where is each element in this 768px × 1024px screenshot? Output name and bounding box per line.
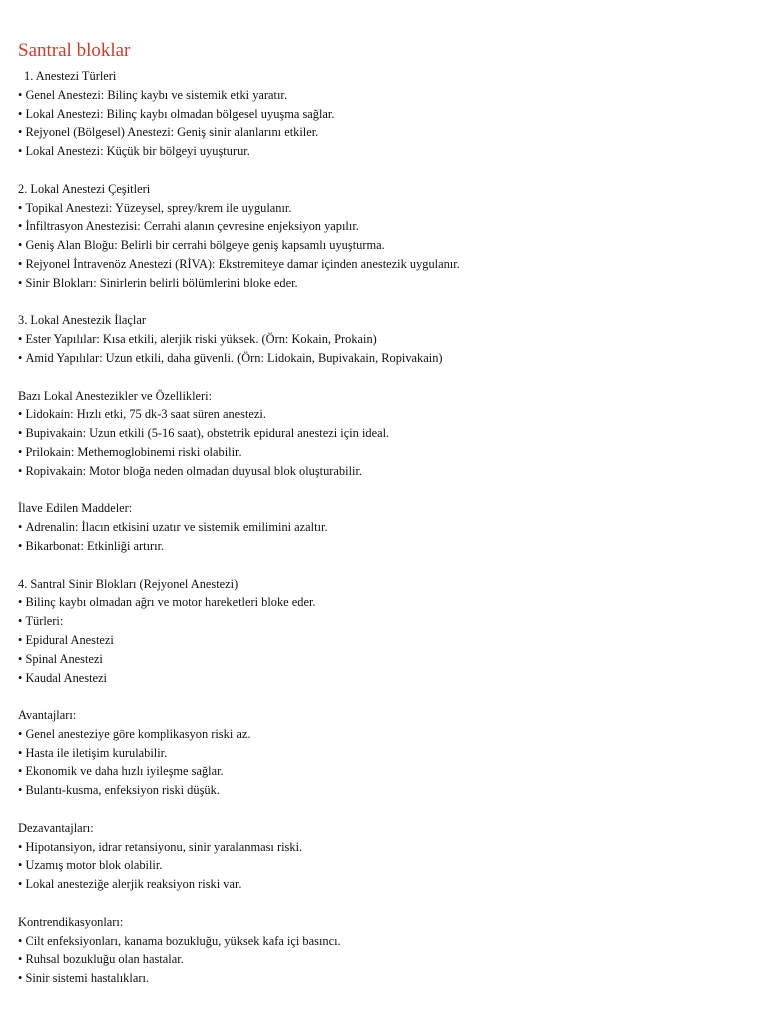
section-heading: Bazı Lokal Anestezikler ve Özellikleri: (18, 388, 213, 403)
bullet-item: • Ester Yapılılar: Kısa etkili, alerjik riski yüksek. (Örn: Kokain, Prokain) (18, 330, 748, 349)
bullet-item: • Cilt enfeksiyonları, kanama bozukluğu, yüksek kafa içi basıncı. (18, 932, 748, 951)
bullet-item: • Topikal Anestezi: Yüzeysel, sprey/krem ile uygulanır. (18, 199, 748, 218)
section-heading: 1. Anestezi Türleri (24, 69, 117, 83)
bullet-item: • Kaudal Anestezi (18, 669, 748, 688)
section (18, 499, 748, 555)
section-heading: Kontrendikasyonları: (18, 914, 124, 929)
section (18, 913, 748, 988)
bullet-item: • Bilinç kaybı olmadan ağrı ve motor hareketleri bloke eder. (18, 593, 748, 612)
section (18, 819, 748, 894)
bullet-item: • Lidokain: Hızlı etki, 75 dk-3 saat süren anestezi. (18, 405, 748, 424)
section-heading: 3. Lokal Anestezik İlaçlar (18, 313, 146, 328)
bullet-item: • Ruhsal bozukluğu olan hastalar. (18, 950, 748, 969)
section (18, 67, 748, 161)
bullet-item: • Adrenalin: İlacın etkisini uzatır ve sistemik emilimini azaltır. (18, 518, 748, 537)
bullet-item: • Bikarbonat: Etkinliği artırır. (18, 537, 748, 556)
bullet-item: • Genel Anestezi: Bilinç kaybı ve sistemik etki yaratır. (18, 86, 748, 105)
bullet-item: • Lokal Anestezi: Bilinç kaybı olmadan bölgesel uyuşma sağlar. (18, 105, 748, 124)
section-heading: 4. Santral Sinir Blokları (Rejyonel Anestezi) (18, 576, 239, 591)
section-heading: İlave Edilen Maddeler: (18, 501, 133, 516)
section (18, 706, 748, 800)
bullet-item: • İnfiltrasyon Anestezisi: Cerrahi alanın çevresine enjeksiyon yapılır. (18, 217, 748, 236)
bullet-item: • Bupivakain: Uzun etkili (5-16 saat), obstetrik epidural anestezi için ideal. (18, 424, 748, 443)
section (18, 575, 748, 688)
bullet-item: • Hipotansiyon, idrar retansiyonu, sinir yaralanması riski. (18, 838, 748, 857)
bullet-item: • Spinal Anestezi (18, 650, 748, 669)
bullet-item: • Epidural Anestezi (18, 631, 748, 650)
document-body (18, 67, 748, 988)
bullet-item: • Lokal Anestezi: Küçük bir bölgeyi uyuşturur. (18, 142, 748, 161)
bullet-item: • Amid Yapılılar: Uzun etkili, daha güvenli. (Örn: Lidokain, Bupivakain, Ropivakain) (18, 349, 748, 368)
bullet-item: • Hasta ile iletişim kurulabilir. (18, 744, 748, 763)
page-title: Santral bloklar (18, 40, 131, 61)
section-heading: Avantajları: (18, 708, 77, 723)
section-heading: 2. Lokal Anestezi Çeşitleri (18, 181, 151, 196)
bullet-item: • Genel anesteziye göre komplikasyon riski az. (18, 725, 748, 744)
section (18, 180, 748, 293)
bullet-item: • Rejyonel İntravenöz Anestezi (RİVA): Ekstremiteye damar içinden anestezik uygulanır. (18, 255, 748, 274)
bullet-item: • Sinir sistemi hastalıkları. (18, 969, 748, 988)
bullet-item: • Uzamış motor blok olabilir. (18, 856, 748, 875)
bullet-item: • Ropivakain: Motor bloğa neden olmadan duyusal blok oluşturabilir. (18, 462, 748, 481)
section (18, 311, 748, 367)
bullet-item: • Rejyonel (Bölgesel) Anestezi: Geniş sinir alanlarını etkiler. (18, 123, 748, 142)
section (18, 387, 748, 481)
bullet-item: • Bulantı-kusma, enfeksiyon riski düşük. (18, 781, 748, 800)
bullet-item: • Lokal anesteziğe alerjik reaksiyon riski var. (18, 875, 748, 894)
bullet-item: • Sinir Blokları: Sinirlerin belirli bölümlerini bloke eder. (18, 274, 748, 293)
bullet-item: • Geniş Alan Bloğu: Belirli bir cerrahi bölgeye geniş kapsamlı uyuşturma. (18, 236, 748, 255)
document-page (18, 38, 748, 988)
section-heading: Dezavantajları: (18, 820, 94, 835)
bullet-item: • Türleri: (18, 612, 748, 631)
bullet-item: • Prilokain: Methemoglobinemi riski olabilir. (18, 443, 748, 462)
bullet-item: • Ekonomik ve daha hızlı iyileşme sağlar. (18, 762, 748, 781)
